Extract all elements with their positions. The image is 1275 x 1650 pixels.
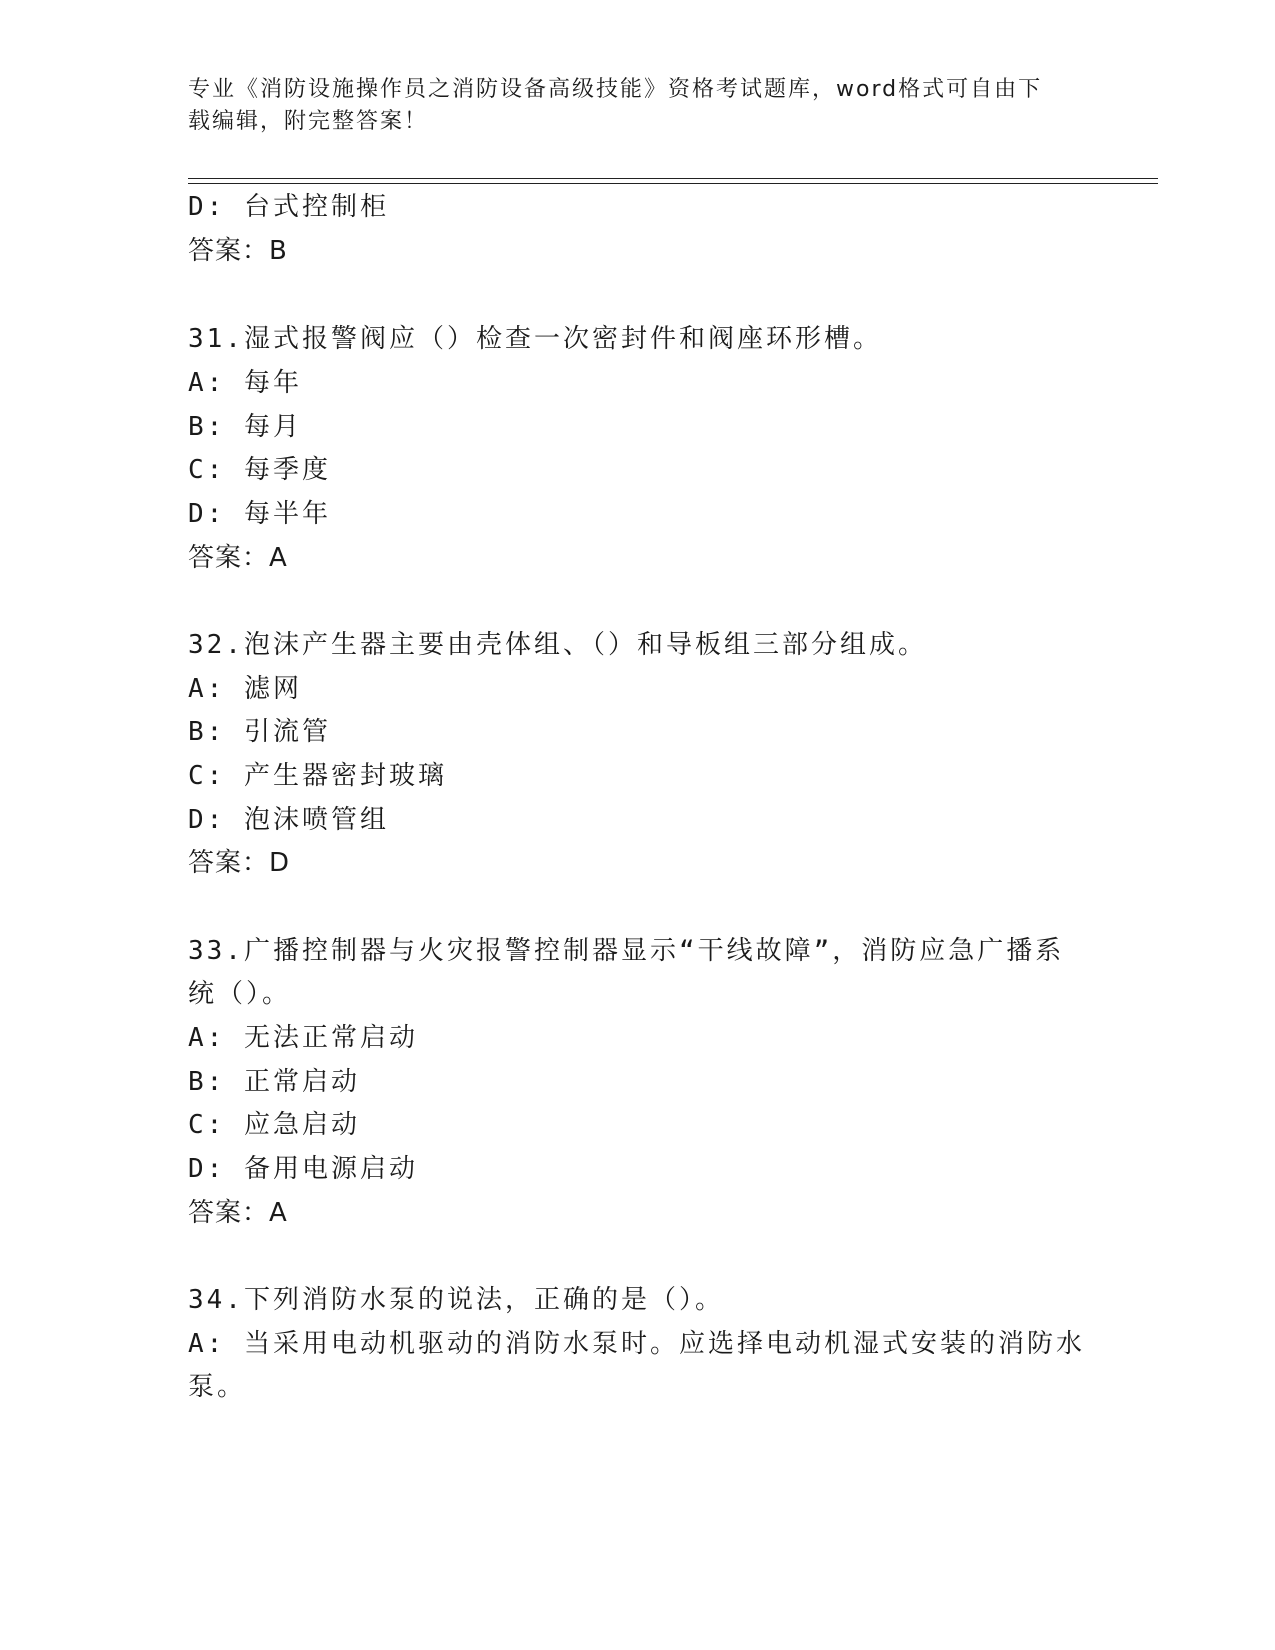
option-a: A: 每年	[188, 368, 302, 398]
question-stem: 33.广播控制器与火灾报警控制器显示“干线故障”，消防应急广播系	[188, 936, 1065, 966]
option-a: A: 滤网	[188, 674, 302, 704]
option-d: D: 备用电源启动	[188, 1154, 418, 1184]
option-c: C: 应急启动	[188, 1110, 360, 1140]
option-a: A: 无法正常启动	[188, 1023, 418, 1053]
option-a: A: 当采用电动机驱动的消防水泵时。应选择电动机湿式安装的消防水	[188, 1329, 1085, 1359]
question-stem: 31.湿式报警阀应（）检查一次密封件和阀座环形槽。	[188, 324, 882, 354]
option-b: B: 正常启动	[188, 1067, 360, 1097]
answer-line: 答案：A	[188, 1198, 288, 1228]
question-stem: 32.泡沫产生器主要由壳体组、（）和导板组三部分组成。	[188, 630, 927, 660]
question-stem: 34.下列消防水泵的说法，正确的是（）。	[188, 1285, 724, 1315]
option-c: C: 每季度	[188, 455, 331, 485]
document-header	[188, 74, 1068, 138]
answer-line: 答案：B	[188, 236, 288, 266]
answer-line: 答案：A	[188, 543, 288, 573]
answer-line: 答案：D	[188, 848, 291, 878]
option-d: D: 台式控制柜	[188, 192, 389, 222]
header-divider-top	[188, 178, 1158, 179]
question-stem-continued: 统（）。	[188, 979, 292, 1009]
header-line-2: 载编辑，附完整答案！	[188, 109, 429, 134]
option-b: B: 引流管	[188, 717, 331, 747]
option-b: B: 每月	[188, 412, 302, 442]
option-a-continued: 泵。	[188, 1372, 247, 1402]
header-line-1: 专业《消防设施操作员之消防设备高级技能》资格考试题库，word格式可自由下	[188, 77, 1043, 102]
option-c: C: 产生器密封玻璃	[188, 761, 447, 791]
option-d: D: 每半年	[188, 499, 331, 529]
header-divider-bottom	[188, 183, 1158, 184]
option-d: D: 泡沫喷管组	[188, 805, 389, 835]
